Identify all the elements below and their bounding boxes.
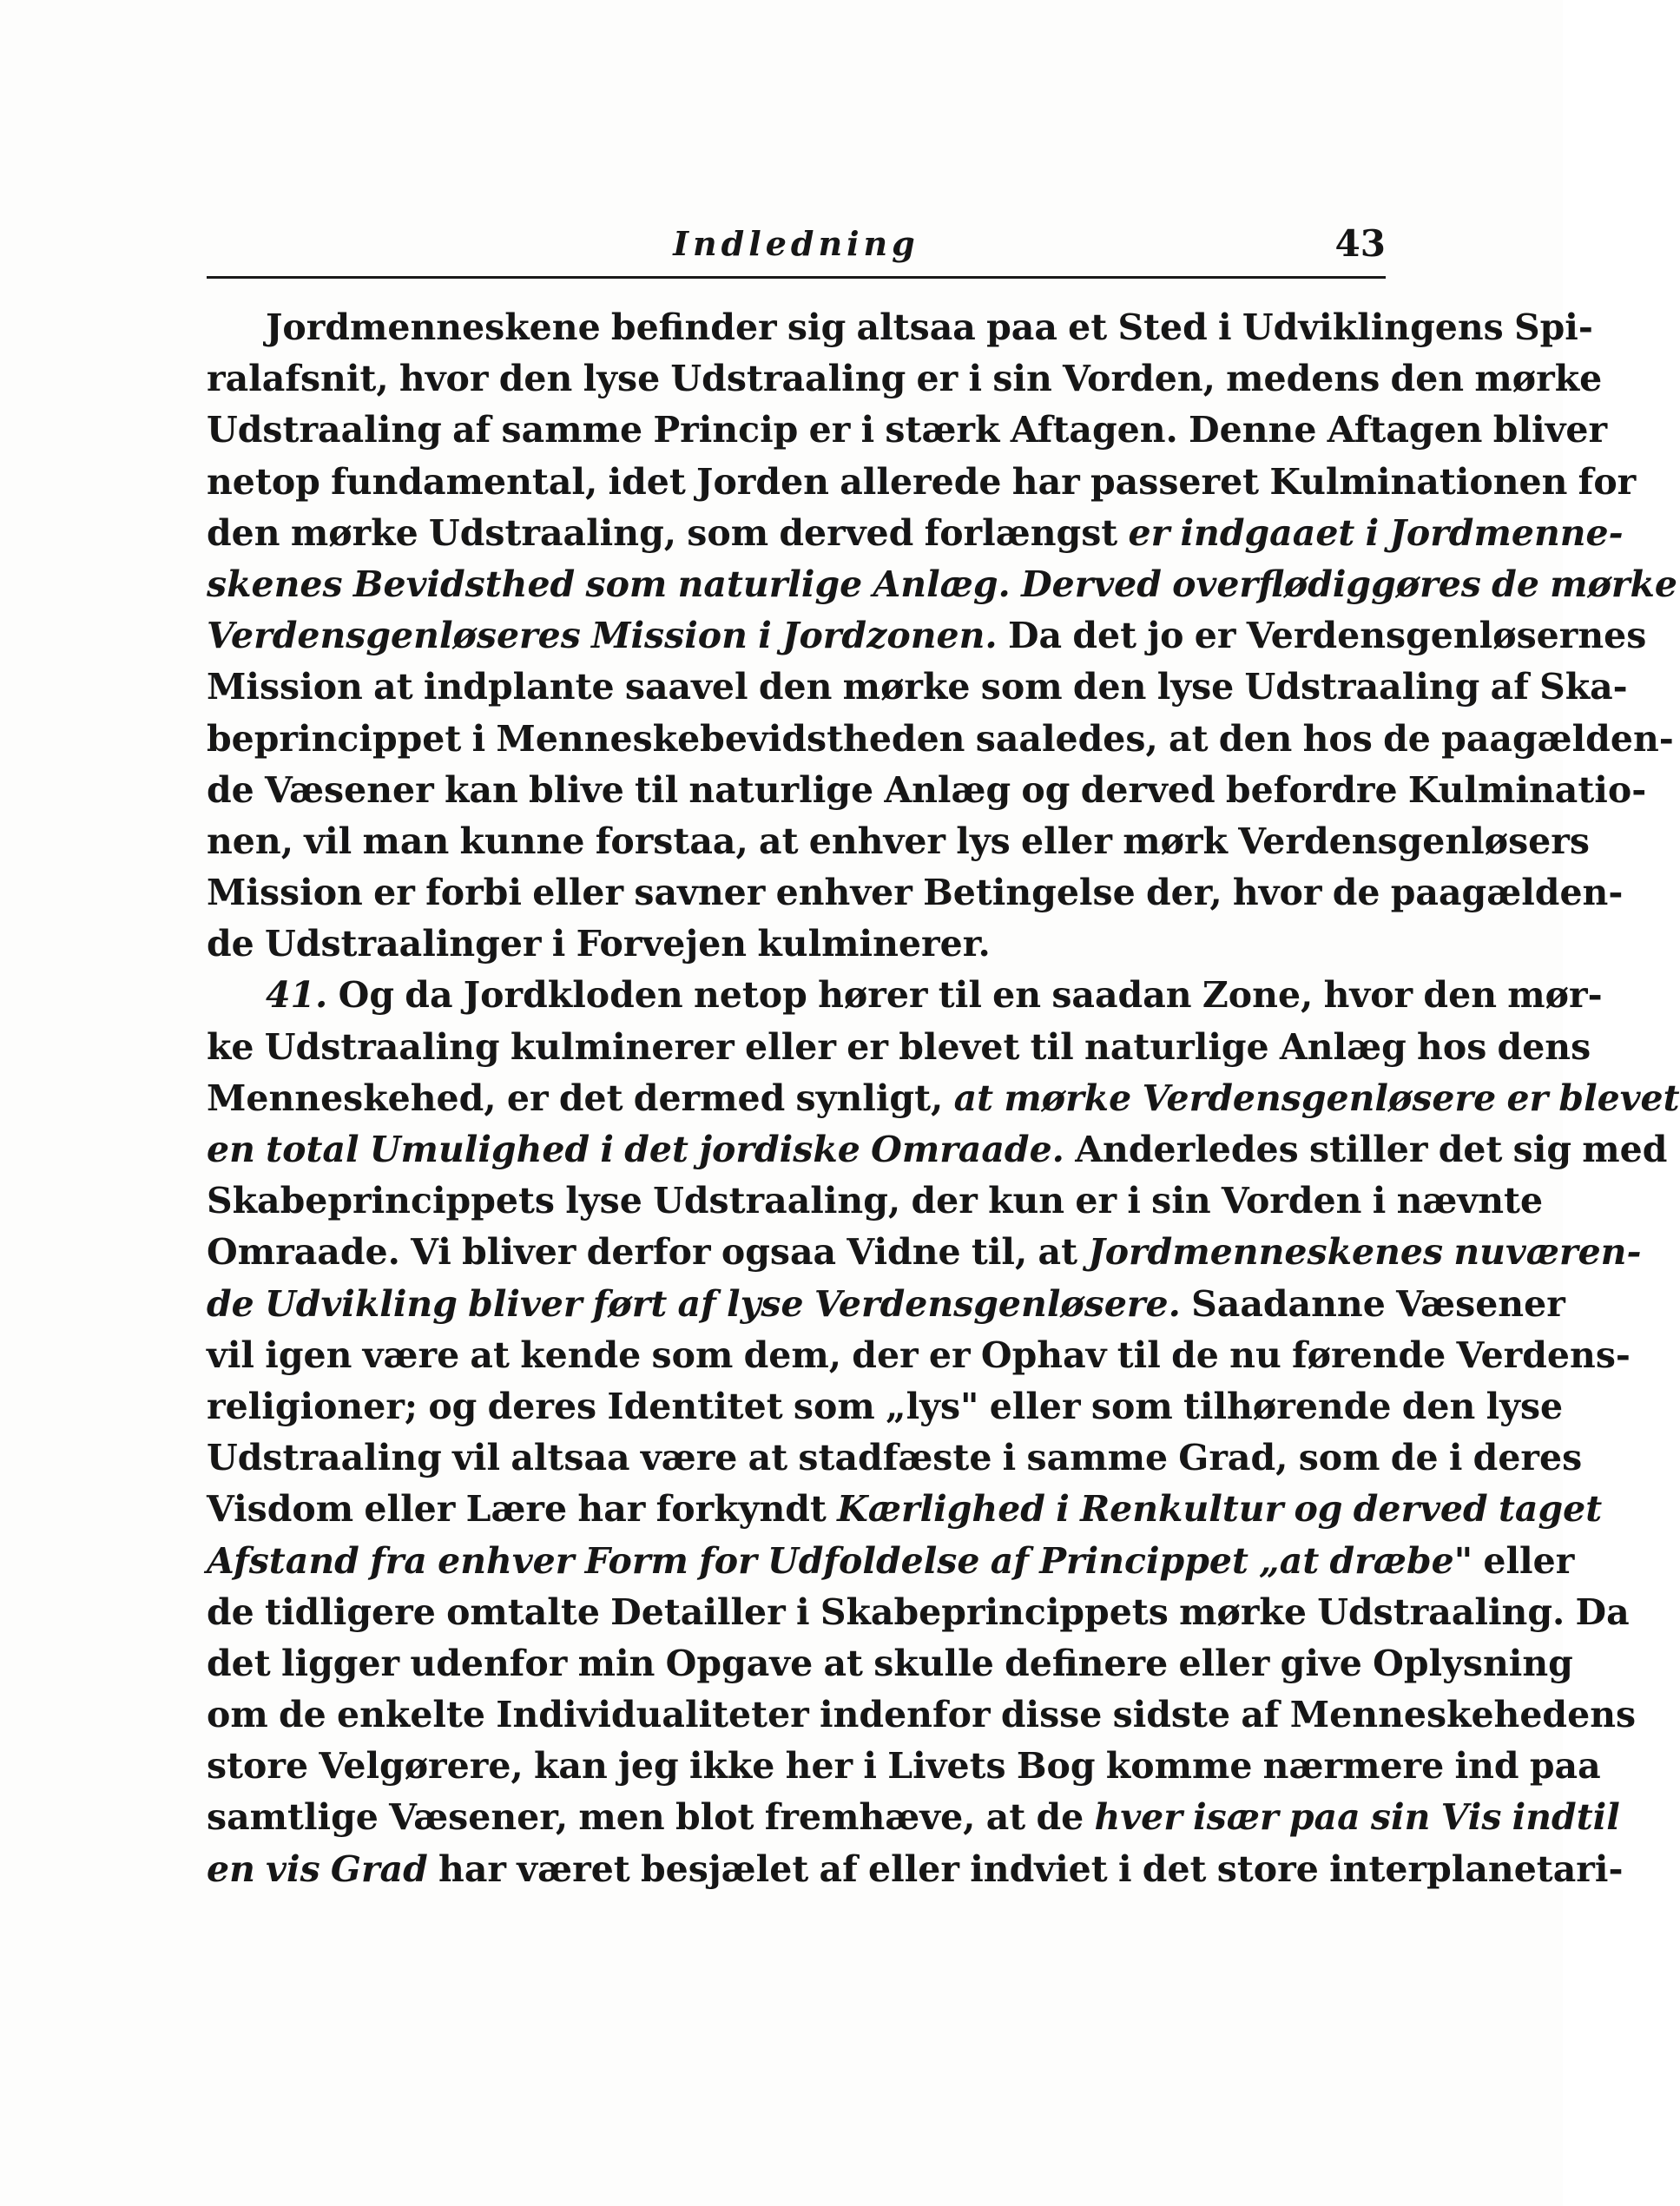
text-segment: ralafsnit, hvor den lyse Udstraaling er i sin Vorden, medens den mørke <box>207 358 1603 400</box>
text-line <box>207 1741 1601 1792</box>
text-segment: om de enkelte Individualiteter indenfor disse sidste af Menneskehedens <box>207 1694 1637 1736</box>
text-line <box>207 1022 1591 1073</box>
page-number: 43 <box>1334 222 1386 265</box>
text-segment: eller <box>1472 1539 1575 1582</box>
italic-text: 41. <box>266 974 328 1017</box>
text-line <box>207 1638 1573 1689</box>
italic-text: en total Umulighed i det jordiske Omraade. <box>207 1129 1064 1170</box>
text-segment: Mission er forbi eller savner enhver Betingelse der, hvor de paagælden- <box>207 872 1624 914</box>
italic-text: de Udvikling bliver ført af lyse Verdensgenløsere. <box>207 1282 1181 1325</box>
text-line <box>207 765 1647 816</box>
italic-text: er indgaaet i Jordmenne- <box>1128 511 1624 554</box>
text-line <box>207 1175 1544 1227</box>
text-line <box>207 1330 1631 1381</box>
text-segment: de tidligere omtalte Detailler i Skabeprincippets mørke Udstraaling. Da <box>207 1590 1630 1633</box>
text-segment: beprincippet i Menneskebevidstheden saaledes, at den hos de paagælden- <box>207 717 1674 760</box>
text-segment: Menneskehed, er det dermed synligt, <box>207 1077 954 1119</box>
text-line <box>207 867 1624 919</box>
text-segment: netop fundamental, idet Jorden allerede har passeret Kulminationen for <box>207 460 1637 503</box>
text-segment: Og da Jordkloden netop hører til en saadan Zone, hvor den mør- <box>327 974 1603 1017</box>
text-line <box>207 970 1603 1021</box>
text-line <box>207 1279 1565 1330</box>
italic-text: Verdensgenløseres Mission i Jordzonen. <box>207 615 998 657</box>
text-line <box>207 1844 1624 1895</box>
text-line <box>207 559 1678 610</box>
italic-text: Kærlighed i Renkultur og derved taget <box>837 1488 1603 1531</box>
text-segment: Saadanne Væsener <box>1180 1282 1565 1325</box>
text-line <box>207 1073 1680 1124</box>
text-line <box>207 1381 1564 1432</box>
text-line <box>207 1432 1583 1484</box>
italic-text: Jordmenneskenes nuværen- <box>1088 1231 1642 1274</box>
text-line <box>207 816 1590 867</box>
text-segment: Anderledes stiller det sig med <box>1064 1129 1668 1170</box>
text-line <box>207 302 1593 353</box>
text-segment: ke Udstraaling kulminerer eller er blevet til naturlige Anlæg hos dens <box>207 1025 1591 1068</box>
text-segment: Omraade. Vi bliver derfor ogsaa Vidne til, at <box>207 1231 1089 1274</box>
text-segment: de Udstraalinger i Forvejen kulminerer. <box>207 923 991 965</box>
text-line <box>207 1536 1575 1587</box>
text-line <box>207 457 1637 508</box>
text-line <box>207 508 1624 559</box>
text-segment: den mørke Udstraaling, som derved forlængst <box>207 511 1129 554</box>
text-segment: Udstraaling vil altsaa være at stadfæste i samme Grad, som de i deres <box>207 1437 1583 1479</box>
text-segment: Skabeprincippets lyse Udstraaling, der kun er i sin Vorden i nævnte <box>207 1180 1544 1222</box>
text-line <box>207 1587 1630 1638</box>
body-text <box>207 302 1680 1895</box>
text-segment: store Velgørere, kan jeg ikke her i Livets Bog komme nærmere ind paa <box>207 1745 1601 1788</box>
text-line <box>207 919 1386 970</box>
text-line <box>207 1124 1668 1175</box>
running-header <box>207 224 1386 276</box>
italic-text: at mørke Verdensgenløsere er blevet <box>953 1077 1680 1119</box>
text-segment: samtlige Væsener, men blot fremhæve, at de <box>207 1796 1095 1839</box>
text-segment: religioner; og deres Identitet som „lys" eller som tilhørende den lyse <box>207 1385 1564 1427</box>
text-segment: har været besjælet af eller indviet i det store interplanetari- <box>427 1847 1624 1890</box>
text-segment: Mission at indplante saavel den mørke som den lyse Udstraaling af Ska- <box>207 666 1628 708</box>
text-segment: det ligger udenfor min Opgave at skulle definere eller give Oplysning <box>207 1642 1573 1684</box>
text-line <box>207 1227 1642 1278</box>
text-line <box>207 714 1674 765</box>
header-rule <box>207 276 1386 279</box>
text-line <box>207 610 1647 662</box>
text-segment: nen, vil man kunne forstaa, at enhver lys eller mørk Verdensgenløsers <box>207 820 1590 862</box>
text-line <box>207 353 1603 405</box>
italic-text: hver især paa sin Vis indtil <box>1094 1796 1620 1839</box>
text-line <box>207 1484 1603 1535</box>
text-line <box>207 1689 1637 1741</box>
italic-text: Afstand fra enhver Form for Udfoldelse af Princippet „at dræbe" <box>207 1539 1473 1582</box>
text-line <box>207 1792 1620 1843</box>
text-line <box>207 662 1628 713</box>
text-segment: Udstraaling af samme Princip er i stærk Aftagen. Denne Aftagen bliver <box>207 409 1608 451</box>
text-line <box>207 405 1608 456</box>
italic-text: en vis Grad <box>207 1847 428 1890</box>
text-segment: Visdom eller Lære har forkyndt <box>207 1488 838 1531</box>
text-segment: de Væsener kan blive til naturlige Anlæg og derved befordre Kulminatio- <box>207 768 1647 811</box>
italic-text: skenes Bevidsthed som naturlige Anlæg. Derved overflødiggøres de mørke <box>207 563 1678 605</box>
text-segment: vil igen være at kende som dem, der er Ophav til de nu førende Verdens- <box>207 1333 1631 1376</box>
text-segment: Da det jo er Verdensgenløsernes <box>997 615 1647 657</box>
text-segment: Jordmenneskene befinder sig altsaa paa et Sted i Udviklingens Spi- <box>266 306 1593 348</box>
chapter-title: Indledning <box>673 224 919 263</box>
